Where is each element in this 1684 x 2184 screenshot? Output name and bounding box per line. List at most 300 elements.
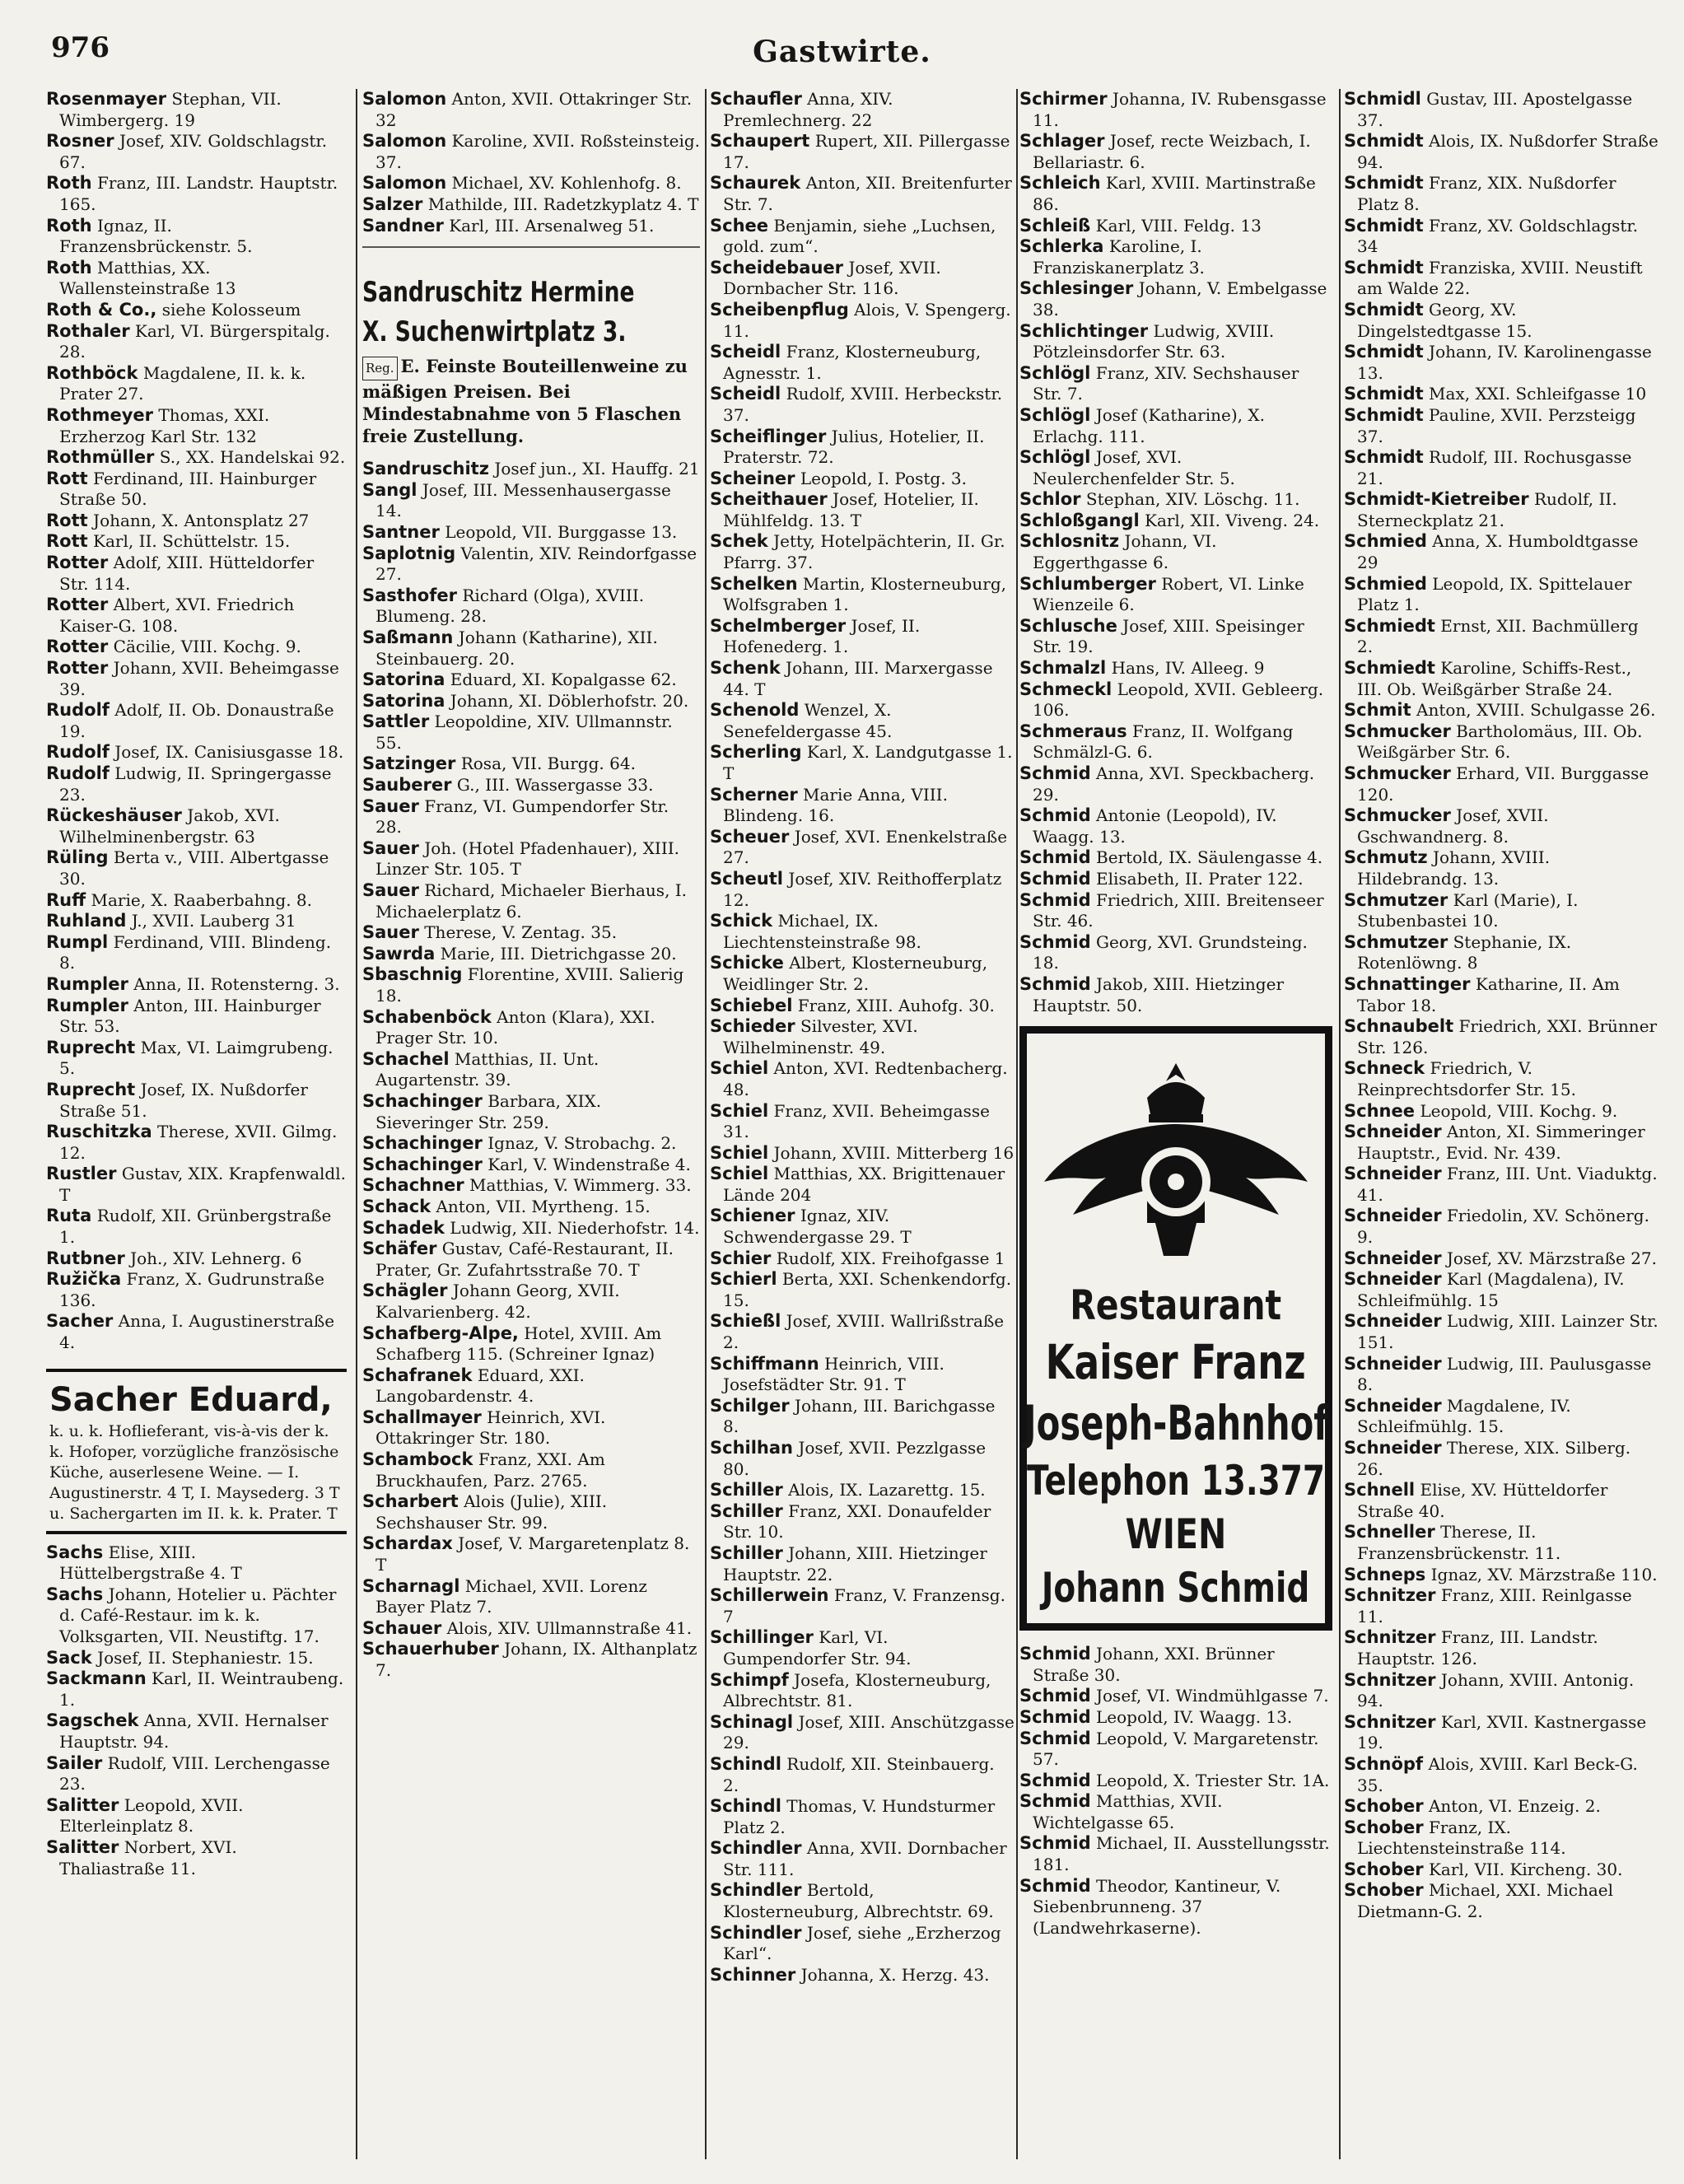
entry-details: Anna, XVI. Speckbacherg. 29. [1033, 763, 1315, 805]
directory-entry [1344, 1248, 1658, 1270]
entry-details: Michael, XV. Kohlenhofg. 8. [451, 173, 682, 194]
entry-name: Schmid [1019, 1728, 1091, 1748]
entry-name: Schilhan [710, 1438, 793, 1458]
entry-details: Karl, XVII. Kastnergasse 19. [1357, 1711, 1647, 1753]
entry-name: Schmeraus [1019, 721, 1127, 741]
entry-name: Schachinger [362, 1154, 483, 1174]
directory-entry [1344, 616, 1658, 658]
directory-entry [1019, 1729, 1332, 1771]
directory-entry [362, 1218, 700, 1239]
directory-entry [710, 1206, 1015, 1248]
entry-name: Schägler [362, 1281, 448, 1301]
entry-details: Marie Anna, VIII. Blindeng. 16. [723, 784, 948, 826]
entry-name: Schinagl [710, 1711, 794, 1732]
entry-name: Schieder [710, 1016, 795, 1037]
entry-name: Schneps [1344, 1564, 1426, 1584]
directory-entry [1019, 511, 1332, 532]
entry-details: Johanna, X. Herzg. 43. [800, 1964, 990, 1985]
directory-entry [46, 1837, 347, 1879]
entry-name: Schmidt [1344, 342, 1424, 362]
entry-name: Sandner [362, 215, 444, 236]
entry-details: Friedolin, XV. Schönerg. 9. [1357, 1206, 1649, 1248]
entry-name: Rosner [46, 131, 114, 152]
directory-entry [1019, 278, 1332, 320]
directory-entry [1344, 447, 1658, 489]
directory-entry [362, 480, 700, 522]
directory-entry [362, 1007, 700, 1049]
entry-name: Schmidt [1344, 404, 1424, 425]
entry-details: Johann, X. Antonsplatz 27 [93, 510, 310, 530]
entry-name: Schier [710, 1248, 772, 1268]
directory-entry [46, 1248, 347, 1270]
entry-details: Albert, XVI. Friedrich Kaiser-G. 108. [59, 595, 295, 636]
entry-name: Rumpler [46, 995, 128, 1015]
entry-name: Schmidt [1344, 447, 1424, 468]
entry-details: Franz, II. Wolfgang Schmälzl-G. 6. [1033, 721, 1294, 763]
directory-entry [710, 469, 1015, 490]
entry-details: Heinrich, XVI. Ottakringer Str. 180. [376, 1407, 606, 1449]
directory-entry [362, 1281, 700, 1323]
directory-entry [362, 754, 700, 775]
directory-entry [710, 89, 1015, 131]
entry-details: Alois, V. Spengerg. 11. [723, 299, 1011, 341]
directory-entry [46, 890, 347, 912]
directory-entry [46, 911, 347, 932]
entry-details: Karl, III. Arsenalweg 51. [449, 215, 655, 236]
directory-entry [362, 194, 700, 216]
entry-name: Schirmer [1019, 89, 1108, 109]
entry-details: Therese, V. Zentag. 35. [424, 922, 618, 943]
directory-entry [362, 1323, 700, 1365]
entry-name: Schillinger [710, 1627, 814, 1648]
directory-entry [362, 712, 700, 754]
directory-entry [46, 763, 347, 805]
entry-name: Schnitzer [1344, 1711, 1436, 1732]
entry-details: Franz, XV. Goldschlagstr. 34 [1357, 215, 1639, 257]
entry-name: Rustler [46, 1164, 117, 1184]
entry-name: Schauer [362, 1617, 442, 1638]
directory-entry [1344, 1396, 1658, 1438]
directory-entry [1344, 932, 1658, 974]
directory-entry [362, 796, 700, 838]
directory-entry [1344, 89, 1658, 131]
entry-name: Schober [1344, 1796, 1424, 1817]
entry-details: Ignaz, XV. Märzstraße 110. [1430, 1564, 1658, 1584]
entry-name: Rothmeyer [46, 404, 153, 425]
directory-entry [710, 1923, 1015, 1965]
entry-details: Franz, XXI. Donaufelder Str. 10. [723, 1500, 991, 1542]
directory-entry [1344, 1311, 1658, 1353]
directory-entry [1344, 1101, 1658, 1122]
sacher-advertisement [46, 1369, 347, 1534]
entry-name: Schloßgangl [1019, 510, 1140, 530]
entry-details: Rudolf, XIX. Freihofgasse 1 [776, 1248, 1005, 1268]
directory-entry [362, 670, 700, 691]
entry-details: Josef, Hotelier, II. Mühlfeldg. 13. T [723, 489, 979, 530]
entry-details: Karl, X. Landgutgasse 1. T [723, 742, 1013, 783]
entry-details: Karl, II. Weintraubeng. 1. [59, 1668, 344, 1710]
entry-name: Schiel [710, 1164, 769, 1184]
directory-entry [710, 1164, 1015, 1206]
directory-entry [1019, 1791, 1332, 1833]
entry-name: Sasthofer [362, 585, 457, 605]
entry-details: Karl, VIII. Feldg. 13 [1095, 215, 1262, 236]
entry-details: Norbert, XVI. Thaliastraße 11. [59, 1836, 237, 1878]
entry-name: Schafranek [362, 1365, 473, 1385]
entry-name: Schnöpf [1344, 1753, 1424, 1774]
directory-entry [1344, 1122, 1658, 1164]
entry-details: Alois, IX. Lazarettg. 15. [788, 1480, 986, 1500]
sandruschitz-advertisement [362, 246, 700, 447]
entry-details: Johann, Hotelier u. Pächter d. Café-Restaur. im k. k. Volksgarten, VII. Neustiftg. 17. [59, 1584, 337, 1646]
entry-details: Stephan, XIV. Löschg. 11. [1085, 489, 1300, 510]
entry-details: Franz, XIV. Sechshauser Str. 7. [1033, 362, 1299, 404]
entry-name: Schnaubelt [1344, 1016, 1454, 1037]
entry-name: Schmidt [1344, 384, 1424, 404]
entry-name: Sailer [46, 1752, 103, 1773]
directory-entry [710, 258, 1015, 300]
directory-entry [710, 1269, 1015, 1311]
entry-name: Schlumberger [1019, 573, 1156, 594]
entry-details: Rudolf, XVIII. Herbeckstr. 37. [723, 384, 1003, 425]
directory-entry [710, 1438, 1015, 1480]
entry-name: Schiffmann [710, 1353, 819, 1374]
entry-details: Max, VI. Laimgrubeng. 5. [59, 1037, 334, 1079]
directory-entry [1019, 679, 1332, 721]
entry-details: Johann, XVII. Beheimgasse 39. [59, 658, 339, 699]
entry-details: Ludwig, XII. Niederhofstr. 14. [450, 1217, 700, 1238]
entry-name: Schillerwein [710, 1585, 829, 1606]
entry-details: Ignaz, XIV. Schwendergasse 29. T [723, 1206, 912, 1248]
entry-name: Sacher [46, 1311, 114, 1332]
directory-entry [710, 427, 1015, 469]
ad-line-r3: Joseph-Bahnhof [1023, 1395, 1329, 1452]
directory-entry [362, 1365, 700, 1407]
directory-entry [46, 89, 347, 131]
entry-name: Satorina [362, 670, 445, 690]
directory-entry [46, 637, 347, 658]
directory-entry [46, 658, 347, 700]
directory-entry [710, 616, 1015, 658]
column-2 [362, 89, 700, 2159]
entry-name: Schnitzer [1344, 1669, 1436, 1690]
entry-name: Rudolf [46, 763, 110, 783]
entry-name: Schallmayer [362, 1407, 482, 1427]
entry-details: Alois, XVIII. Karl Beck-G. 35. [1357, 1753, 1638, 1795]
directory-entry [1344, 574, 1658, 616]
directory-entry [46, 1795, 347, 1837]
entry-details: Friedrich, XIII. Breitenseer Str. 46. [1033, 889, 1324, 931]
entry-name: Roth & Co., [46, 299, 157, 320]
directory-entry [1344, 1565, 1658, 1586]
ad-title: Sandruschitz Hermine [362, 276, 635, 310]
directory-entry [1344, 1585, 1658, 1627]
entry-name: Schmid [1019, 973, 1091, 994]
entry-name: Schmid [1019, 1770, 1091, 1790]
ad-address: X. Suchenwirtplatz 3. [362, 315, 627, 349]
entry-name: Schneck [1344, 1058, 1425, 1079]
ad-line-r2: Kaiser Franz [1045, 1334, 1307, 1391]
entry-name: Ruhland [46, 911, 127, 931]
entry-details: Karl (Magdalena), IV. Schleifmühlg. 15 [1357, 1269, 1625, 1310]
entry-details: Josef, XIII. Speisinger Str. 19. [1033, 615, 1304, 657]
entry-details: Karoline, I. Franziskanerplatz 3. [1033, 236, 1205, 278]
directory-entry [46, 1648, 347, 1669]
directory-entry [710, 953, 1015, 995]
directory-entry [1344, 1438, 1658, 1480]
directory-entry [46, 847, 347, 889]
entry-details: Josef, XIII. Anschützgasse 29. [723, 1711, 1015, 1753]
entry-name: Schmid [1019, 931, 1091, 952]
entry-name: Ruschitzka [46, 1122, 152, 1142]
entry-name: Schaupert [710, 131, 810, 152]
ad-line-r6: Johann Schmid [1042, 1564, 1310, 1612]
entry-name: Santner [362, 521, 440, 542]
entry-details: Ignaz, V. Strobachg. 2. [487, 1133, 677, 1154]
entry-details: Franz, IX. Liechtensteinstraße 114. [1357, 1817, 1566, 1859]
directory-entry [1344, 890, 1658, 932]
entry-name: Schmid [1019, 1833, 1091, 1854]
entry-name: Sack [46, 1647, 92, 1668]
entry-name: Schlichtinger [1019, 320, 1149, 341]
directory-entry [46, 173, 347, 215]
entry-details: Leopold, V. Margaretenstr. 57. [1033, 1728, 1319, 1770]
directory-entry [1344, 1627, 1658, 1669]
entry-name: Rutbner [46, 1248, 125, 1268]
ad-line-r4: Telephon 13.377 [1026, 1457, 1326, 1505]
entry-name: Schmutzer [1344, 931, 1448, 952]
entry-name: Salomon [362, 89, 447, 109]
entry-name: Schick [710, 911, 773, 931]
directory-entry [46, 1122, 347, 1164]
directory-entry [710, 173, 1015, 215]
entry-details: Jakob, XVI. Wilhelminenbergstr. 63 [59, 805, 280, 847]
entry-name: Sauer [362, 838, 419, 858]
entry-details: Anna, XVII. Dornbacher Str. 111. [723, 1838, 1007, 1879]
entry-name: Schneider [1344, 1206, 1442, 1226]
directory-entry [362, 1533, 700, 1575]
entry-details: Barbara, XIX. Sieveringer Str. 259. [376, 1090, 602, 1132]
directory-entry [710, 1016, 1015, 1058]
directory-entry [1019, 363, 1332, 405]
entry-name: Schnattinger [1344, 973, 1471, 994]
entry-details: Franz, XIX. Nußdorfer Platz 8. [1357, 173, 1616, 214]
entry-name: Schmiedt [1344, 658, 1435, 679]
entry-details: Therese, XIX. Silberg. 26. [1357, 1438, 1631, 1479]
entry-details: Therese, XVII. Gilmg. 12. [59, 1122, 338, 1163]
entry-name: Sachs [46, 1584, 104, 1604]
entry-name: Schmid [1019, 868, 1091, 889]
entry-name: Schmied [1344, 573, 1427, 594]
directory-entry [1344, 1480, 1658, 1522]
directory-entry [710, 342, 1015, 384]
entry-name: Rumpl [46, 931, 109, 952]
entry-details: Georg, XV. Dingelstedtgasse 15. [1357, 299, 1532, 341]
directory-entry [46, 595, 347, 637]
entry-details: G., III. Wassergasse 33. [456, 775, 654, 796]
entry-details: Josef, IX. Nußdorfer Straße 51. [59, 1079, 308, 1121]
entry-details: Hans, IV. Alleeg. 9 [1111, 658, 1265, 679]
directory-entry [1344, 1016, 1658, 1058]
entry-details: Anna, XVII. Hernalser Hauptstr. 94. [59, 1710, 329, 1752]
directory-entry [710, 1143, 1015, 1164]
directory-entry [710, 384, 1015, 426]
entry-details: Stephan, VII. Wimbergerg. 19 [59, 89, 282, 130]
entry-name: Schadek [362, 1217, 445, 1238]
column-3 [710, 89, 1015, 2159]
entry-name: Schaurek [710, 173, 801, 194]
directory-entry [46, 1164, 347, 1206]
entry-details: Anton, VII. Myrtheng. 15. [436, 1196, 651, 1216]
entry-name: Scheibenpflug [710, 299, 849, 320]
directory-entry [1344, 1818, 1658, 1860]
entry-name: Ruff [46, 889, 86, 910]
entry-details: Matthias, II. Unt. Augartenstr. 39. [376, 1048, 599, 1090]
entry-name: Schmucker [1344, 763, 1451, 783]
entry-details: Elisabeth, II. Prater 122. [1096, 868, 1304, 889]
entry-name: Schindl [710, 1753, 781, 1774]
entry-details: Josef, IX. Canisiusgasse 18. [114, 742, 344, 763]
entry-name: Schlusche [1019, 615, 1117, 636]
entry-name: Schmalzl [1019, 658, 1107, 679]
directory-entry [1019, 1833, 1332, 1875]
directory-entry [46, 511, 347, 532]
directory-entry [1019, 616, 1332, 658]
directory-entry [362, 1155, 700, 1176]
entry-details: Magdalene, II. k. k. Prater 27. [59, 362, 306, 404]
directory-entry [362, 1239, 700, 1281]
entry-name: Schober [1344, 1859, 1424, 1879]
entry-details: Georg, XVI. Grundsteing. 18. [1033, 931, 1308, 973]
entry-name: Schneider [1344, 1311, 1442, 1332]
entry-name: Schiener [710, 1206, 795, 1226]
entry-details: Bertold, Klosterneuburg, Albrechtstr. 69. [723, 1880, 994, 1922]
entry-details: Anna, X. Humboldtgasse 29 [1357, 531, 1639, 573]
directory-entry [710, 531, 1015, 573]
entry-name: Schiller [710, 1500, 783, 1521]
entry-name: Schleich [1019, 173, 1101, 194]
entry-name: Schlesinger [1019, 278, 1134, 299]
entry-details: Berta, XXI. Schenkendorfg. 15. [723, 1269, 1012, 1310]
entry-details: Ludwig, II. Springergasse 23. [59, 763, 332, 805]
entry-name: Schnitzer [1344, 1627, 1436, 1648]
directory-entry [46, 469, 347, 511]
ad-line-r5: WIEN [1125, 1510, 1227, 1559]
entry-name: Schlor [1019, 489, 1081, 510]
entry-name: Schabenböck [362, 1006, 492, 1027]
entry-name: Schmidl [1344, 89, 1421, 109]
directory-entry [1019, 1686, 1332, 1707]
entry-name: Schachner [362, 1175, 464, 1196]
entry-details: Rudolf, XII. Steinbauerg. 2. [723, 1753, 995, 1795]
entry-name: Rudolf [46, 742, 110, 763]
directory-entry [1019, 1876, 1332, 1939]
entry-name: Schober [1344, 1817, 1424, 1837]
directory-entry [1344, 700, 1658, 721]
directory-entry [46, 1668, 347, 1710]
entry-details: Hotel, XVIII. Am Schafberg 115. (Schreiner Ignaz) [376, 1323, 662, 1365]
entry-details: Johann, III. Marxergasse 44. T [723, 658, 993, 699]
directory-entry [710, 911, 1015, 953]
entry-details: Erhard, VII. Burggasse 120. [1357, 763, 1649, 805]
ad-body-wrapper [362, 355, 700, 447]
entry-details: Karl, VI. Bürgerspitalg. 28. [59, 320, 330, 362]
entry-name: Schober [1344, 1880, 1424, 1901]
entry-details: Eduard, XI. Kopalgasse 62. [450, 670, 677, 690]
directory-entry [710, 489, 1015, 531]
directory-entry [1344, 1269, 1658, 1311]
entry-details: Anna, I. Augustinerstraße 4. [59, 1311, 335, 1353]
directory-entry [46, 700, 347, 742]
entry-details: Matthias, V. Wimmerg. 33. [469, 1175, 692, 1196]
directory-entry [46, 1584, 347, 1648]
directory-entry [1344, 1860, 1658, 1881]
entry-details: Karl, V. Windenstraße 4. [487, 1154, 691, 1174]
directory-entry [710, 869, 1015, 911]
entry-details: Theodor, Kantineur, V. Siebenbrunneng. 37 (Landwehrkaserne). [1033, 1875, 1281, 1938]
entry-details: Josef, XV. Märzstraße 27. [1446, 1248, 1658, 1268]
entry-details: Rudolf, III. Rochusgasse 21. [1357, 447, 1632, 488]
directory-entry [46, 1080, 347, 1122]
entry-details: Johann, VI. Eggerthgasse 6. [1033, 531, 1217, 573]
entry-details: Johann, IV. Karolinengasse 13. [1357, 342, 1652, 383]
entry-details: Josef (Katharine), X. Erlachg. 111. [1033, 404, 1265, 446]
entry-name: Schicke [710, 953, 784, 973]
directory-entry [710, 742, 1015, 784]
entry-name: Schiller [710, 1480, 783, 1500]
entry-details: Berta v., VIII. Albertgasse 30. [59, 847, 329, 889]
entry-details: Jetty, Hotelpächterin, II. Gr. Pfarrg. 37. [723, 531, 1005, 573]
entry-details: Josef, III. Messenhausergasse 14. [376, 479, 671, 521]
entry-name: Salitter [46, 1794, 119, 1815]
entry-details: Magdalene, IV. Schleifmühlg. 15. [1357, 1395, 1571, 1437]
entry-name: Ruta [46, 1206, 92, 1226]
entry-name: Schack [362, 1196, 431, 1216]
entry-name: Rotter [46, 595, 109, 615]
entry-name: Schindler [710, 1880, 802, 1901]
directory-entry [1019, 658, 1332, 679]
directory-entry [46, 1710, 347, 1752]
entry-details: Franziska, XVIII. Neustift am Walde 22. [1357, 257, 1643, 299]
directory-entry [1344, 531, 1658, 573]
directory-entry [1344, 258, 1658, 300]
entry-name: Rüling [46, 847, 109, 868]
directory-entry [710, 1838, 1015, 1880]
entry-name: Scharbert [362, 1491, 459, 1512]
directory-entry [710, 1543, 1015, 1585]
entry-name: Schäfer [362, 1239, 437, 1259]
directory-entry [1344, 1206, 1658, 1248]
column-rule [1016, 89, 1018, 2159]
entry-name: Schmutzer [1344, 889, 1448, 910]
directory-entry [1019, 173, 1332, 215]
entry-details: Anna, XIV. Premlechnerg. 22 [723, 89, 893, 130]
entry-details: Franz, Klosterneuburg, Agnesstr. 1. [723, 342, 982, 383]
directory-entry [710, 216, 1015, 258]
entry-details: Anton, XII. Breitenfurter Str. 7. [723, 173, 1012, 214]
entry-details: Josef, XVIII. Wallrißstraße 2. [723, 1311, 1005, 1353]
entry-details: Johann, IX. Althanplatz 7. [376, 1639, 697, 1680]
entry-details: Max, XXI. Schleifgasse 10 [1429, 384, 1647, 404]
entry-name: Salomon [362, 131, 447, 152]
entry-details: Michael, XVII. Lorenz Bayer Platz 7. [376, 1575, 647, 1617]
entry-details: Ferdinand, VIII. Blindeng. 8. [59, 931, 332, 973]
entry-details: Eduard, XXI. Langobardenstr. 4. [376, 1365, 585, 1407]
entry-details: Franz, VI. Gumpendorfer Str. 28. [376, 796, 669, 838]
entry-details: Bertold, IX. Säulengasse 4. [1096, 847, 1323, 868]
entry-name: Roth [46, 215, 92, 236]
entry-name: Schindler [710, 1838, 802, 1859]
